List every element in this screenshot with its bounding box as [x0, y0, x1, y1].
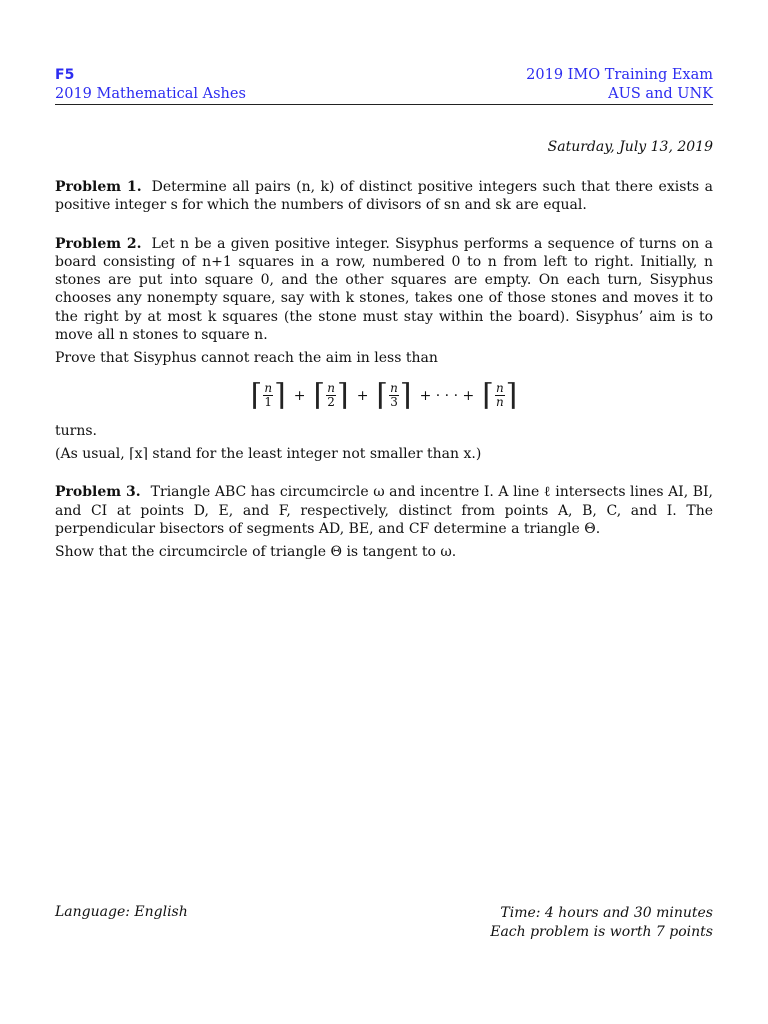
- footer-language: Language: English: [55, 904, 188, 920]
- ceiling-term: ⌈ $\frac{n}{3}$ ⌉: [376, 377, 412, 413]
- ellipsis-sum: + · · · +: [419, 387, 475, 404]
- ceiling-term: ⌈ $\frac{n}{2}$ ⌉: [313, 377, 349, 413]
- exam-title: 2019 IMO Training Exam: [526, 67, 713, 83]
- time-limit: Time: 4 hours and 30 minutes: [500, 905, 713, 921]
- plus-sign: +: [356, 387, 369, 404]
- fraction-denominator: 3: [390, 395, 398, 410]
- problem-label: Problem 3.: [55, 484, 141, 501]
- header-divider: [55, 104, 713, 105]
- footer-info: [490, 904, 713, 941]
- problem-continuation: turns.: [55, 422, 97, 439]
- ceiling-sum-formula: [55, 378, 713, 414]
- fraction-numerator: n: [390, 381, 398, 396]
- header-left: [55, 66, 246, 104]
- fraction-denominator: 1: [264, 395, 273, 410]
- exam-date: Saturday, July 13, 2019: [547, 139, 713, 155]
- fraction-numerator: n: [495, 381, 504, 396]
- problem-list: [55, 178, 713, 581]
- problem-label: Problem 1.: [55, 179, 142, 195]
- problem-2: [55, 235, 713, 464]
- fraction-denominator: n: [495, 395, 504, 410]
- problem-statement: Prove that Sisyphus cannot reach the aim in less than: [55, 350, 438, 367]
- problem-statement: Show that the circumcircle of triangle Θ is tangent to ω.: [55, 544, 457, 561]
- exam-teams: AUS and UNK: [608, 86, 713, 102]
- plus-sign: +: [293, 387, 306, 404]
- problem-text: Determine all pairs (n, k) of distinct positive integers such that there exists a positive integer s for which the numbers of divisors of sn and sk are equal.: [55, 179, 714, 214]
- problem-text: Triangle ABC has circumcircle ω and incentre I. A line ℓ intersects lines AI, BI, and CI at points D, E, and F, respectively, distinct from points A, B, C, and I. The perpendicular bisectors of segments AD, BE, and CF determine a triangle Θ.: [55, 484, 713, 537]
- fraction-numerator: n: [264, 381, 273, 396]
- ceiling-term: ⌈ $\frac{n}{1}$ ⌉: [250, 377, 286, 413]
- problem-note: (As usual, ⌈x⌉ stand for the least integer not smaller than x.): [55, 445, 482, 462]
- problem-text: Let n be a given positive integer. Sisyphus performs a sequence of turns on a board consisting of n+1 squares in a row, numbered 0 to n from left to right. Initially, n stones are put into square 0, and the other squares are empty. On each turn, Sisyphus chooses any nonempty square, say with k stones, takes one of those stones and moves it to the right by at most k squares (the stone must stay within the board). Sisyphus’ aim is to move all n stones to square n.: [55, 235, 713, 344]
- header-right: [526, 66, 713, 104]
- exam-code: F5: [55, 67, 75, 83]
- fraction-numerator: n: [327, 381, 335, 396]
- points-info: Each problem is worth 7 points: [490, 923, 713, 940]
- problem-label: Problem 2.: [55, 235, 142, 252]
- competition-subtitle: 2019 Mathematical Ashes: [55, 86, 246, 102]
- fraction-denominator: 2: [327, 395, 335, 410]
- ceiling-term: ⌈ $\frac{n}{n}$ ⌉: [482, 377, 518, 413]
- problem-3: [55, 483, 713, 561]
- problem-1: [55, 178, 713, 215]
